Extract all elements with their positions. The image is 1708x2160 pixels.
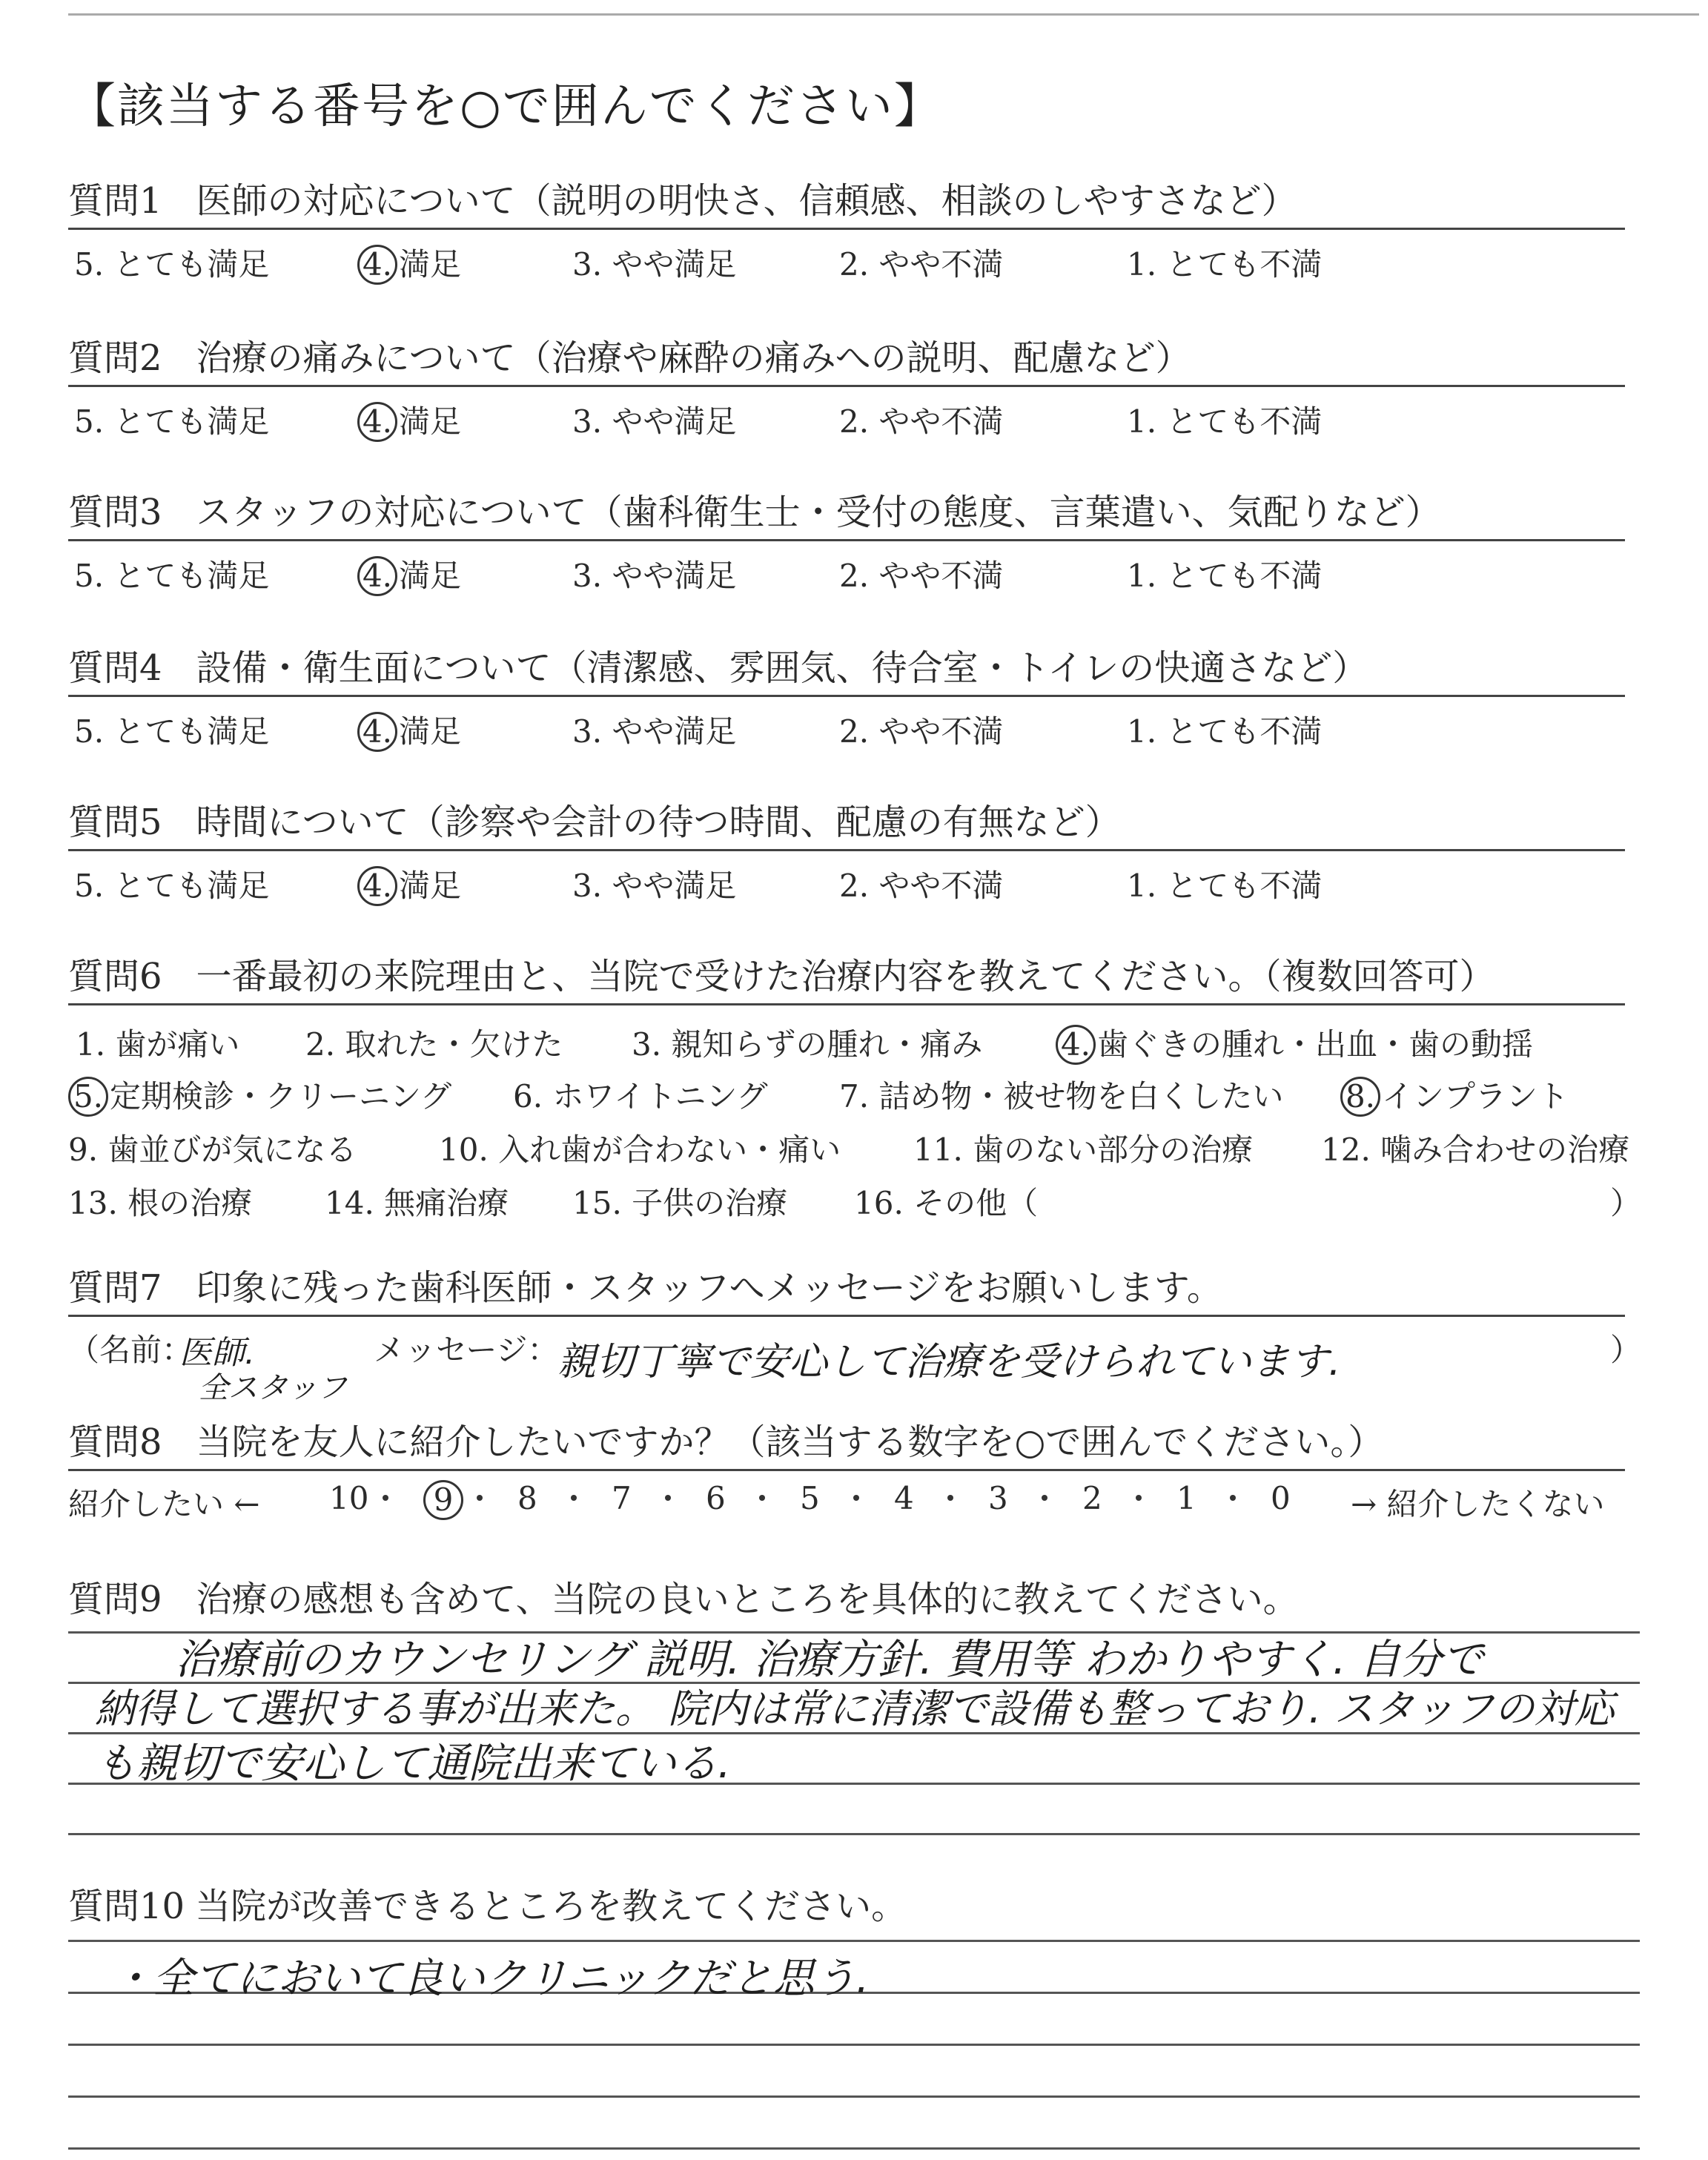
rating-option-4-label: 満足 xyxy=(399,868,462,904)
q9-answer-line-2: 納得して選択する事が出来た。 院内は常に清潔で設備も整っており. スタッフの対応 xyxy=(95,1685,1615,1732)
question-1-heading xyxy=(68,172,1625,230)
scale-number: 7 xyxy=(612,1480,632,1516)
question-9-heading xyxy=(68,1571,1625,1626)
message-close: ） xyxy=(1610,1332,1642,1368)
question-text: 当院が改善できるところを教えてください。 xyxy=(195,1886,907,1927)
scale-left-label: 紹介したい ← xyxy=(68,1486,260,1522)
q6-option-10[interactable]: 10. 入れ歯が合わない・痛い xyxy=(439,1132,841,1168)
question-label: 質問1 xyxy=(68,180,162,222)
recommend-scale xyxy=(68,1471,1625,1522)
rating-options xyxy=(68,697,1625,749)
question-text: 治療の感想も含めて、当院の良いところを具体的に教えてください。 xyxy=(196,1579,1299,1620)
scale-right-label: → 紹介したくない xyxy=(1351,1486,1605,1522)
scale-value-0[interactable] xyxy=(1271,1480,1291,1516)
selected-circle: 5. xyxy=(68,1077,108,1117)
selected-circle: 8. xyxy=(1340,1077,1380,1117)
scale-number: 4 xyxy=(894,1480,914,1516)
question-2 xyxy=(68,329,1625,439)
rating-option-4[interactable] xyxy=(357,862,461,906)
scale-separator-dot xyxy=(947,1495,953,1501)
question-label: 質問7 xyxy=(68,1267,162,1309)
rating-option-4[interactable] xyxy=(357,552,461,596)
rating-option-1[interactable]: 1. とても不満 xyxy=(1127,868,1323,904)
q6-option-16[interactable]: 16. その他（ xyxy=(854,1185,1039,1221)
question-3-heading xyxy=(68,483,1625,541)
scale-number: 1 xyxy=(1176,1480,1196,1516)
question-8 xyxy=(68,1413,1625,1522)
selected-circle: 4. xyxy=(357,402,397,442)
scale-value-5[interactable] xyxy=(800,1480,820,1516)
question-text: 医師の対応について（説明の明快さ、信頼感、相談のしやすさなど） xyxy=(196,180,1297,222)
question-label: 質問6 xyxy=(68,956,162,997)
question-6 xyxy=(68,948,1642,1228)
rating-option-3[interactable]: 3. やや満足 xyxy=(572,868,737,904)
name-handwritten-2: 全スタッフ xyxy=(199,1371,347,1405)
name-handwritten-1: 医師. xyxy=(179,1334,255,1372)
rating-option-5[interactable]: 5. とても満足 xyxy=(74,403,270,440)
answer-line xyxy=(68,2147,1640,2150)
rating-option-4[interactable] xyxy=(357,397,461,442)
rating-option-1[interactable]: 1. とても不満 xyxy=(1127,713,1323,750)
scale-value-8[interactable] xyxy=(517,1480,537,1516)
q6-option-6[interactable]: 6. ホワイトニング xyxy=(513,1078,768,1114)
q6-option-16-close: ） xyxy=(1610,1185,1642,1221)
scale-value-6[interactable] xyxy=(706,1480,726,1516)
selected-circle: 4. xyxy=(357,866,397,906)
scale-value-10[interactable] xyxy=(329,1480,368,1516)
rating-options xyxy=(68,230,1625,282)
q9-answer-line-3: も親切で安心して通院出来ている. xyxy=(95,1740,731,1788)
scale-number: 9 xyxy=(423,1480,463,1520)
rating-option-4-label: 満足 xyxy=(399,403,462,440)
rating-option-5[interactable]: 5. とても満足 xyxy=(74,868,270,904)
scale-separator-dot xyxy=(571,1495,577,1501)
top-rule xyxy=(68,13,1699,16)
question-7 xyxy=(68,1259,1642,1405)
rating-option-5[interactable]: 5. とても満足 xyxy=(74,246,270,283)
scale-separator-dot xyxy=(759,1495,765,1501)
question-text: 時間について（診察や会計の待つ時間、配慮の有無など） xyxy=(196,802,1121,843)
question-label: 質問8 xyxy=(68,1421,162,1463)
q6-option-14[interactable]: 14. 無痛治療 xyxy=(325,1185,509,1221)
rating-option-5[interactable]: 5. とても満足 xyxy=(74,558,270,594)
scale-value-4[interactable] xyxy=(894,1480,914,1516)
rating-option-4[interactable] xyxy=(357,240,461,285)
answer-line xyxy=(68,2095,1640,2098)
q7-answer-row xyxy=(68,1317,1642,1405)
question-5 xyxy=(68,793,1625,903)
rating-option-3[interactable]: 3. やや満足 xyxy=(572,558,737,594)
q6-option-3[interactable]: 3. 親知らずの腫れ・痛み xyxy=(632,1026,983,1063)
message-label: メッセージ： xyxy=(374,1332,559,1368)
message-handwritten: 親切丁寧で安心して治療を受けられています. xyxy=(557,1340,1341,1384)
q6-option-15[interactable]: 15. 子供の治療 xyxy=(572,1185,788,1221)
scale-value-1[interactable] xyxy=(1176,1480,1196,1516)
scale-number: 0 xyxy=(1271,1480,1291,1516)
answer-line xyxy=(68,1940,1640,1942)
scale-value-2[interactable] xyxy=(1082,1480,1102,1516)
question-text: 当院を友人に紹介したいですか？（該当する数字を○で囲んでください。） xyxy=(196,1421,1384,1463)
rating-option-2[interactable]: 2. やや不満 xyxy=(839,403,1004,440)
scale-separator-dot xyxy=(853,1495,859,1501)
question-text: 治療の痛みについて（治療や麻酔の痛みへの説明、配慮など） xyxy=(196,337,1191,379)
rating-options xyxy=(68,851,1625,903)
question-3 xyxy=(68,483,1625,593)
question-label: 質問10 xyxy=(68,1886,185,1927)
rating-option-2[interactable]: 2. やや不満 xyxy=(839,246,1004,283)
scale-value-3[interactable] xyxy=(988,1480,1008,1516)
scale-number: 6 xyxy=(706,1480,726,1516)
question-label: 質問9 xyxy=(68,1579,162,1620)
scale-separator-dot xyxy=(1230,1495,1236,1501)
scale-number: 10 xyxy=(329,1480,369,1516)
question-10 xyxy=(68,1877,1625,1933)
selected-circle: 4. xyxy=(357,712,397,752)
q6-option-5[interactable] xyxy=(68,1072,451,1117)
rating-option-4-label: 満足 xyxy=(399,713,462,750)
q6-option-8-label: インプラント xyxy=(1382,1078,1569,1114)
q6-option-7[interactable]: 7. 詰め物・被せ物を白くしたい xyxy=(839,1078,1284,1114)
question-1 xyxy=(68,172,1625,282)
rating-options xyxy=(68,387,1625,439)
q6-option-4[interactable] xyxy=(1056,1020,1533,1065)
scale-separator-dot xyxy=(1042,1495,1047,1501)
rating-option-1[interactable]: 1. とても不満 xyxy=(1127,403,1323,440)
q6-option-4-label: 歯ぐきの腫れ・出血・歯の動揺 xyxy=(1097,1026,1534,1063)
page-title: 【該当する番号を○で囲んでください】 xyxy=(68,79,943,134)
rating-option-4-label: 満足 xyxy=(399,558,462,594)
question-10-heading xyxy=(68,1877,1625,1933)
question-text: 設備・衛生面について（清潔感、雰囲気、待合室・トイレの快適さなど） xyxy=(196,647,1368,689)
question-label: 質問3 xyxy=(68,492,162,533)
rating-option-2[interactable]: 2. やや不満 xyxy=(839,713,1004,750)
selected-circle: 4. xyxy=(357,245,397,285)
q6-option-12[interactable]: 12. 噛み合わせの治療 xyxy=(1321,1132,1630,1168)
scale-separator-dot xyxy=(477,1495,483,1501)
q6-options xyxy=(68,1005,1642,1228)
q6-option-13[interactable]: 13. 根の治療 xyxy=(68,1185,253,1221)
rating-options xyxy=(68,541,1625,593)
rating-option-2[interactable]: 2. やや不満 xyxy=(839,868,1004,904)
rating-option-1[interactable]: 1. とても不満 xyxy=(1127,246,1323,283)
rating-option-3[interactable]: 3. やや満足 xyxy=(572,403,737,440)
rating-option-4[interactable] xyxy=(357,707,461,752)
scale-separator-dot xyxy=(665,1495,671,1501)
scale-number: 2 xyxy=(1082,1480,1102,1516)
scale-value-9[interactable] xyxy=(423,1480,465,1520)
answer-line xyxy=(68,1833,1640,1835)
rating-option-2[interactable]: 2. やや不満 xyxy=(839,558,1004,594)
question-text: 印象に残った歯科医師・スタッフへメッセージをお願いします。 xyxy=(196,1267,1222,1309)
scale-number: 5 xyxy=(800,1480,820,1516)
question-text: 一番最初の来院理由と、当院で受けた治療内容を教えてください。（複数回答可） xyxy=(196,956,1495,997)
scale-number: 3 xyxy=(988,1480,1008,1516)
q6-option-1[interactable]: 1. 歯が痛い xyxy=(76,1026,240,1063)
q6-option-9[interactable]: 9. 歯並びが気になる xyxy=(68,1132,357,1168)
question-label: 質問5 xyxy=(68,802,162,843)
q6-option-8[interactable] xyxy=(1340,1072,1569,1117)
q9-answer-line-1: 治療前のカウンセリング 説明. 治療方針. 費用等 わかりやすく. 自分で xyxy=(175,1636,1484,1684)
name-label: （名前： xyxy=(68,1332,193,1368)
selected-circle: 4. xyxy=(1056,1025,1096,1065)
question-6-heading xyxy=(68,948,1625,1005)
rating-option-4-label: 満足 xyxy=(399,246,462,283)
question-5-heading xyxy=(68,793,1625,851)
scale-separator-dot xyxy=(1136,1495,1142,1501)
q6-option-11[interactable]: 11. 歯のない部分の治療 xyxy=(913,1132,1254,1168)
scale-value-7[interactable] xyxy=(612,1480,632,1516)
question-4 xyxy=(68,639,1625,749)
question-4-heading xyxy=(68,639,1625,697)
scale-number: 8 xyxy=(517,1480,537,1516)
question-2-heading xyxy=(68,329,1625,387)
rating-option-3[interactable]: 3. やや満足 xyxy=(572,713,737,750)
question-9 xyxy=(68,1571,1625,1626)
q10-answer-line-1: ・全てにおいて良いクリニックだと思う. xyxy=(111,1955,870,2003)
rating-option-3[interactable]: 3. やや満足 xyxy=(572,246,737,283)
question-label: 質問2 xyxy=(68,337,162,379)
rating-option-1[interactable]: 1. とても不満 xyxy=(1127,558,1323,594)
question-8-heading xyxy=(68,1413,1625,1471)
question-7-heading xyxy=(68,1259,1625,1317)
question-label: 質問4 xyxy=(68,647,162,689)
scale-separator-dot xyxy=(383,1495,388,1501)
answer-line xyxy=(68,2044,1640,2046)
q6-option-2[interactable]: 2. 取れた・欠けた xyxy=(305,1026,563,1063)
rating-option-5[interactable]: 5. とても満足 xyxy=(74,713,270,750)
selected-circle: 4. xyxy=(357,556,397,596)
question-text: スタッフの対応について（歯科衛生士・受付の態度、言葉遣い、気配りなど） xyxy=(196,492,1441,533)
q6-option-5-label: 定期検診・クリーニング xyxy=(110,1078,452,1114)
